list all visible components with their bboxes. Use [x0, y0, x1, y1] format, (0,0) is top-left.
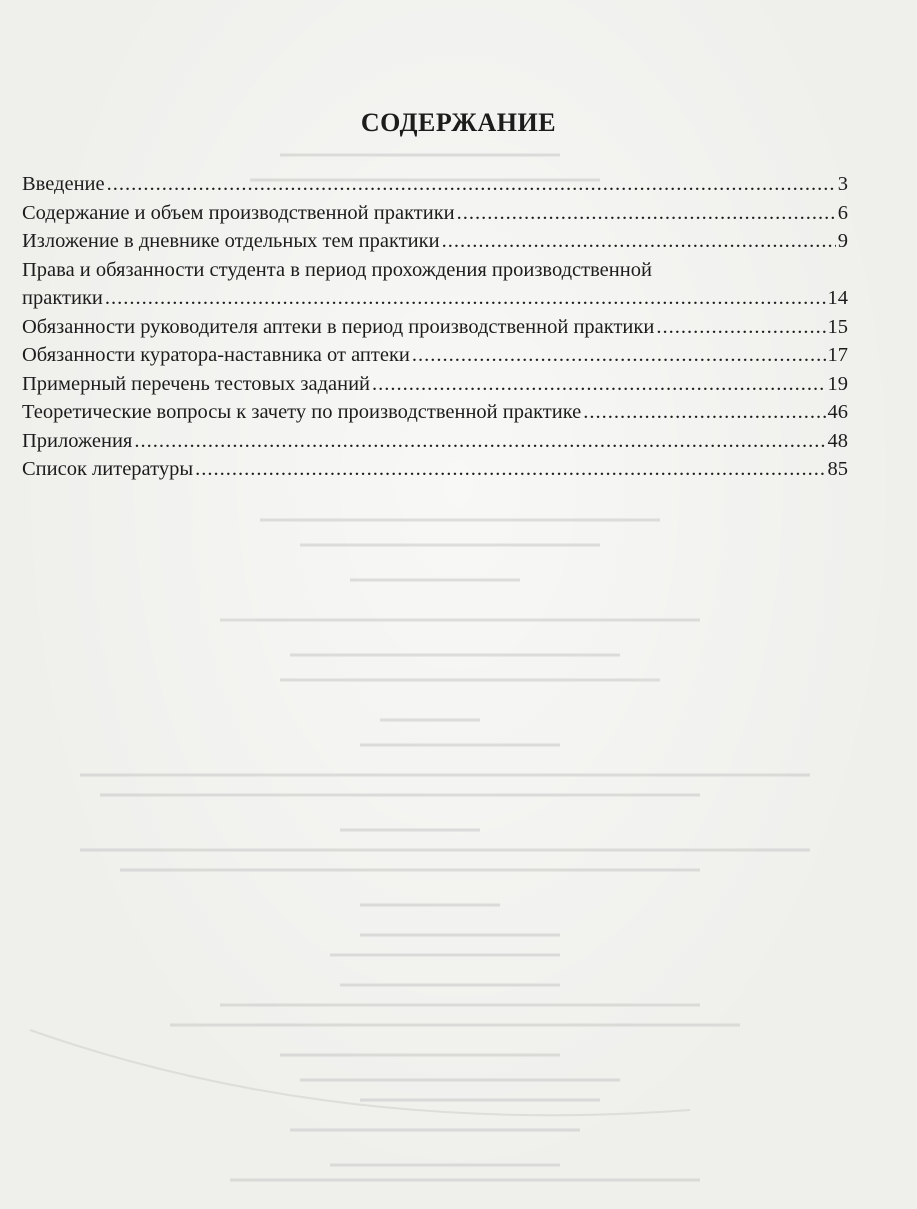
toc-entry: [22, 370, 848, 399]
toc-entry: [22, 427, 848, 456]
toc-page-number: 14: [827, 287, 848, 309]
toc-entry-title: Изложение в дневнике отдельных тем практики: [22, 230, 440, 252]
toc-leader-dots: [412, 341, 826, 370]
page-title: СОДЕРЖАНИЕ: [360, 108, 557, 137]
toc-leader-dots: [195, 455, 825, 484]
toc-entry-title: Права и обязанности студента в период прохождения производственной: [22, 258, 652, 281]
toc-page-number: 15: [827, 315, 848, 338]
toc-entry-title: Обязанности куратора-наставника от аптеки: [22, 344, 410, 366]
toc-entry-title: Обязанности руководителя аптеки в период производственной практики: [22, 315, 655, 338]
toc-entry: [22, 398, 848, 427]
toc-entry-title: Приложения: [22, 429, 133, 452]
toc-entry: [22, 199, 848, 228]
toc-page-number: 17: [827, 344, 848, 366]
toc-entry: [22, 455, 848, 484]
toc-page-number: 6: [837, 201, 848, 224]
toc-page-number: 85: [827, 458, 848, 480]
toc-leader-dots: [656, 313, 825, 342]
toc-entry: [22, 313, 848, 342]
toc-leader-dots: [457, 199, 836, 228]
toc-leader-dots: [134, 427, 825, 456]
toc-page-number: 48: [827, 429, 848, 452]
toc-leader-dots: [442, 227, 836, 256]
toc-entry-continuation: практики: [22, 287, 103, 309]
toc-entry: [22, 341, 848, 370]
toc-entry: [22, 256, 848, 313]
toc-entry-title: Содержание и объем производственной практики: [22, 201, 455, 224]
toc-leader-dots: [105, 284, 826, 313]
toc-entry-title: Список литературы: [22, 458, 194, 480]
toc-page-number: 46: [827, 401, 848, 423]
toc-page-number: 3: [837, 173, 848, 195]
toc-entry: [22, 170, 848, 199]
toc-page-number: 19: [827, 372, 848, 395]
toc-leader-dots: [372, 370, 825, 399]
toc-entry-title: Введение: [22, 173, 105, 195]
toc-page-number: 9: [837, 230, 848, 252]
toc-entry-title: Теоретические вопросы к зачету по производственной практике: [22, 401, 582, 423]
table-of-contents: [22, 170, 848, 484]
toc-entry: [22, 227, 848, 256]
toc-leader-dots: [107, 170, 836, 199]
toc-leader-dots: [583, 398, 825, 427]
toc-entry-title: Примерный перечень тестовых заданий: [22, 372, 371, 395]
